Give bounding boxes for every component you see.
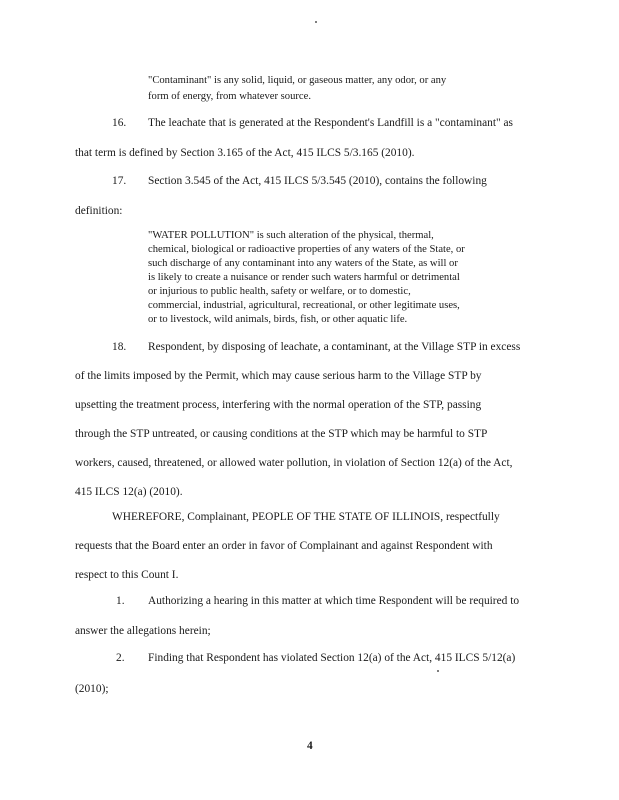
prayer-line: requests that the Board enter an order in favor of Complainant and against Respondent with (75, 540, 493, 552)
paragraph-line: Section 3.545 of the Act, 415 ILCS 5/3.545 (2010), contains the following (148, 175, 487, 187)
paragraph-number: 16. (112, 117, 127, 129)
page-number: 4 (307, 740, 313, 752)
item-line: (2010); (75, 683, 109, 695)
quote-line: "WATER POLLUTION" is such alteration of the physical, thermal, (148, 230, 434, 241)
quote-line: or to livestock, wild animals, birds, fish, or other aquatic life. (148, 314, 408, 325)
item-number: 2. (116, 652, 125, 664)
quote-line: form of energy, from whatever source. (148, 91, 311, 102)
paragraph-line: that term is defined by Section 3.165 of the Act, 415 ILCS 5/3.165 (2010). (75, 147, 415, 159)
paragraph-line: Respondent, by disposing of leachate, a contaminant, at the Village STP in excess (148, 341, 521, 353)
paragraph-line: definition: (75, 205, 123, 217)
quote-line: is likely to create a nuisance or render such waters harmful or detrimental (148, 272, 460, 283)
paragraph-line: upsetting the treatment process, interfering with the normal operation of the STP, passing (75, 399, 482, 411)
paragraph-line: 415 ILCS 12(a) (2010). (75, 486, 183, 498)
paragraph-line: workers, caused, threatened, or allowed water pollution, in violation of Section 12(a) of the Act, (75, 457, 513, 469)
quote-line: commercial, industrial, agricultural, recreational, or other legitimate uses, (148, 300, 460, 311)
paragraph-line: through the STP untreated, or causing conditions at the STP which may be harmful to STP (75, 428, 488, 440)
paragraph-number: 17. (112, 175, 127, 187)
quote-line: such discharge of any contaminant into any waters of the State, as will or (148, 258, 458, 269)
item-line: Authorizing a hearing in this matter at which time Respondent will be required to (148, 595, 520, 607)
scan-speck (315, 21, 317, 23)
item-number: 1. (116, 595, 125, 607)
paragraph-number: 18. (112, 341, 127, 353)
quote-line: chemical, biological or radioactive properties of any waters of the State, or (148, 244, 465, 255)
paragraph-line: The leachate that is generated at the Respondent's Landfill is a "contaminant" as (148, 117, 513, 129)
quote-line: "Contaminant" is any solid, liquid, or gaseous matter, any odor, or any (148, 75, 447, 86)
scan-speck (437, 670, 439, 672)
prayer-line: respect to this Count I. (75, 569, 179, 581)
item-line: Finding that Respondent has violated Section 12(a) of the Act, 415 ILCS 5/12(a) (148, 652, 516, 664)
paragraph-line: of the limits imposed by the Permit, which may cause serious harm to the Village STP by (75, 370, 482, 382)
quote-line: or injurious to public health, safety or welfare, or to domestic, (148, 286, 411, 297)
prayer-line: WHEREFORE, Complainant, PEOPLE OF THE STATE OF ILLINOIS, respectfully (112, 511, 500, 523)
item-line: answer the allegations herein; (75, 625, 211, 637)
